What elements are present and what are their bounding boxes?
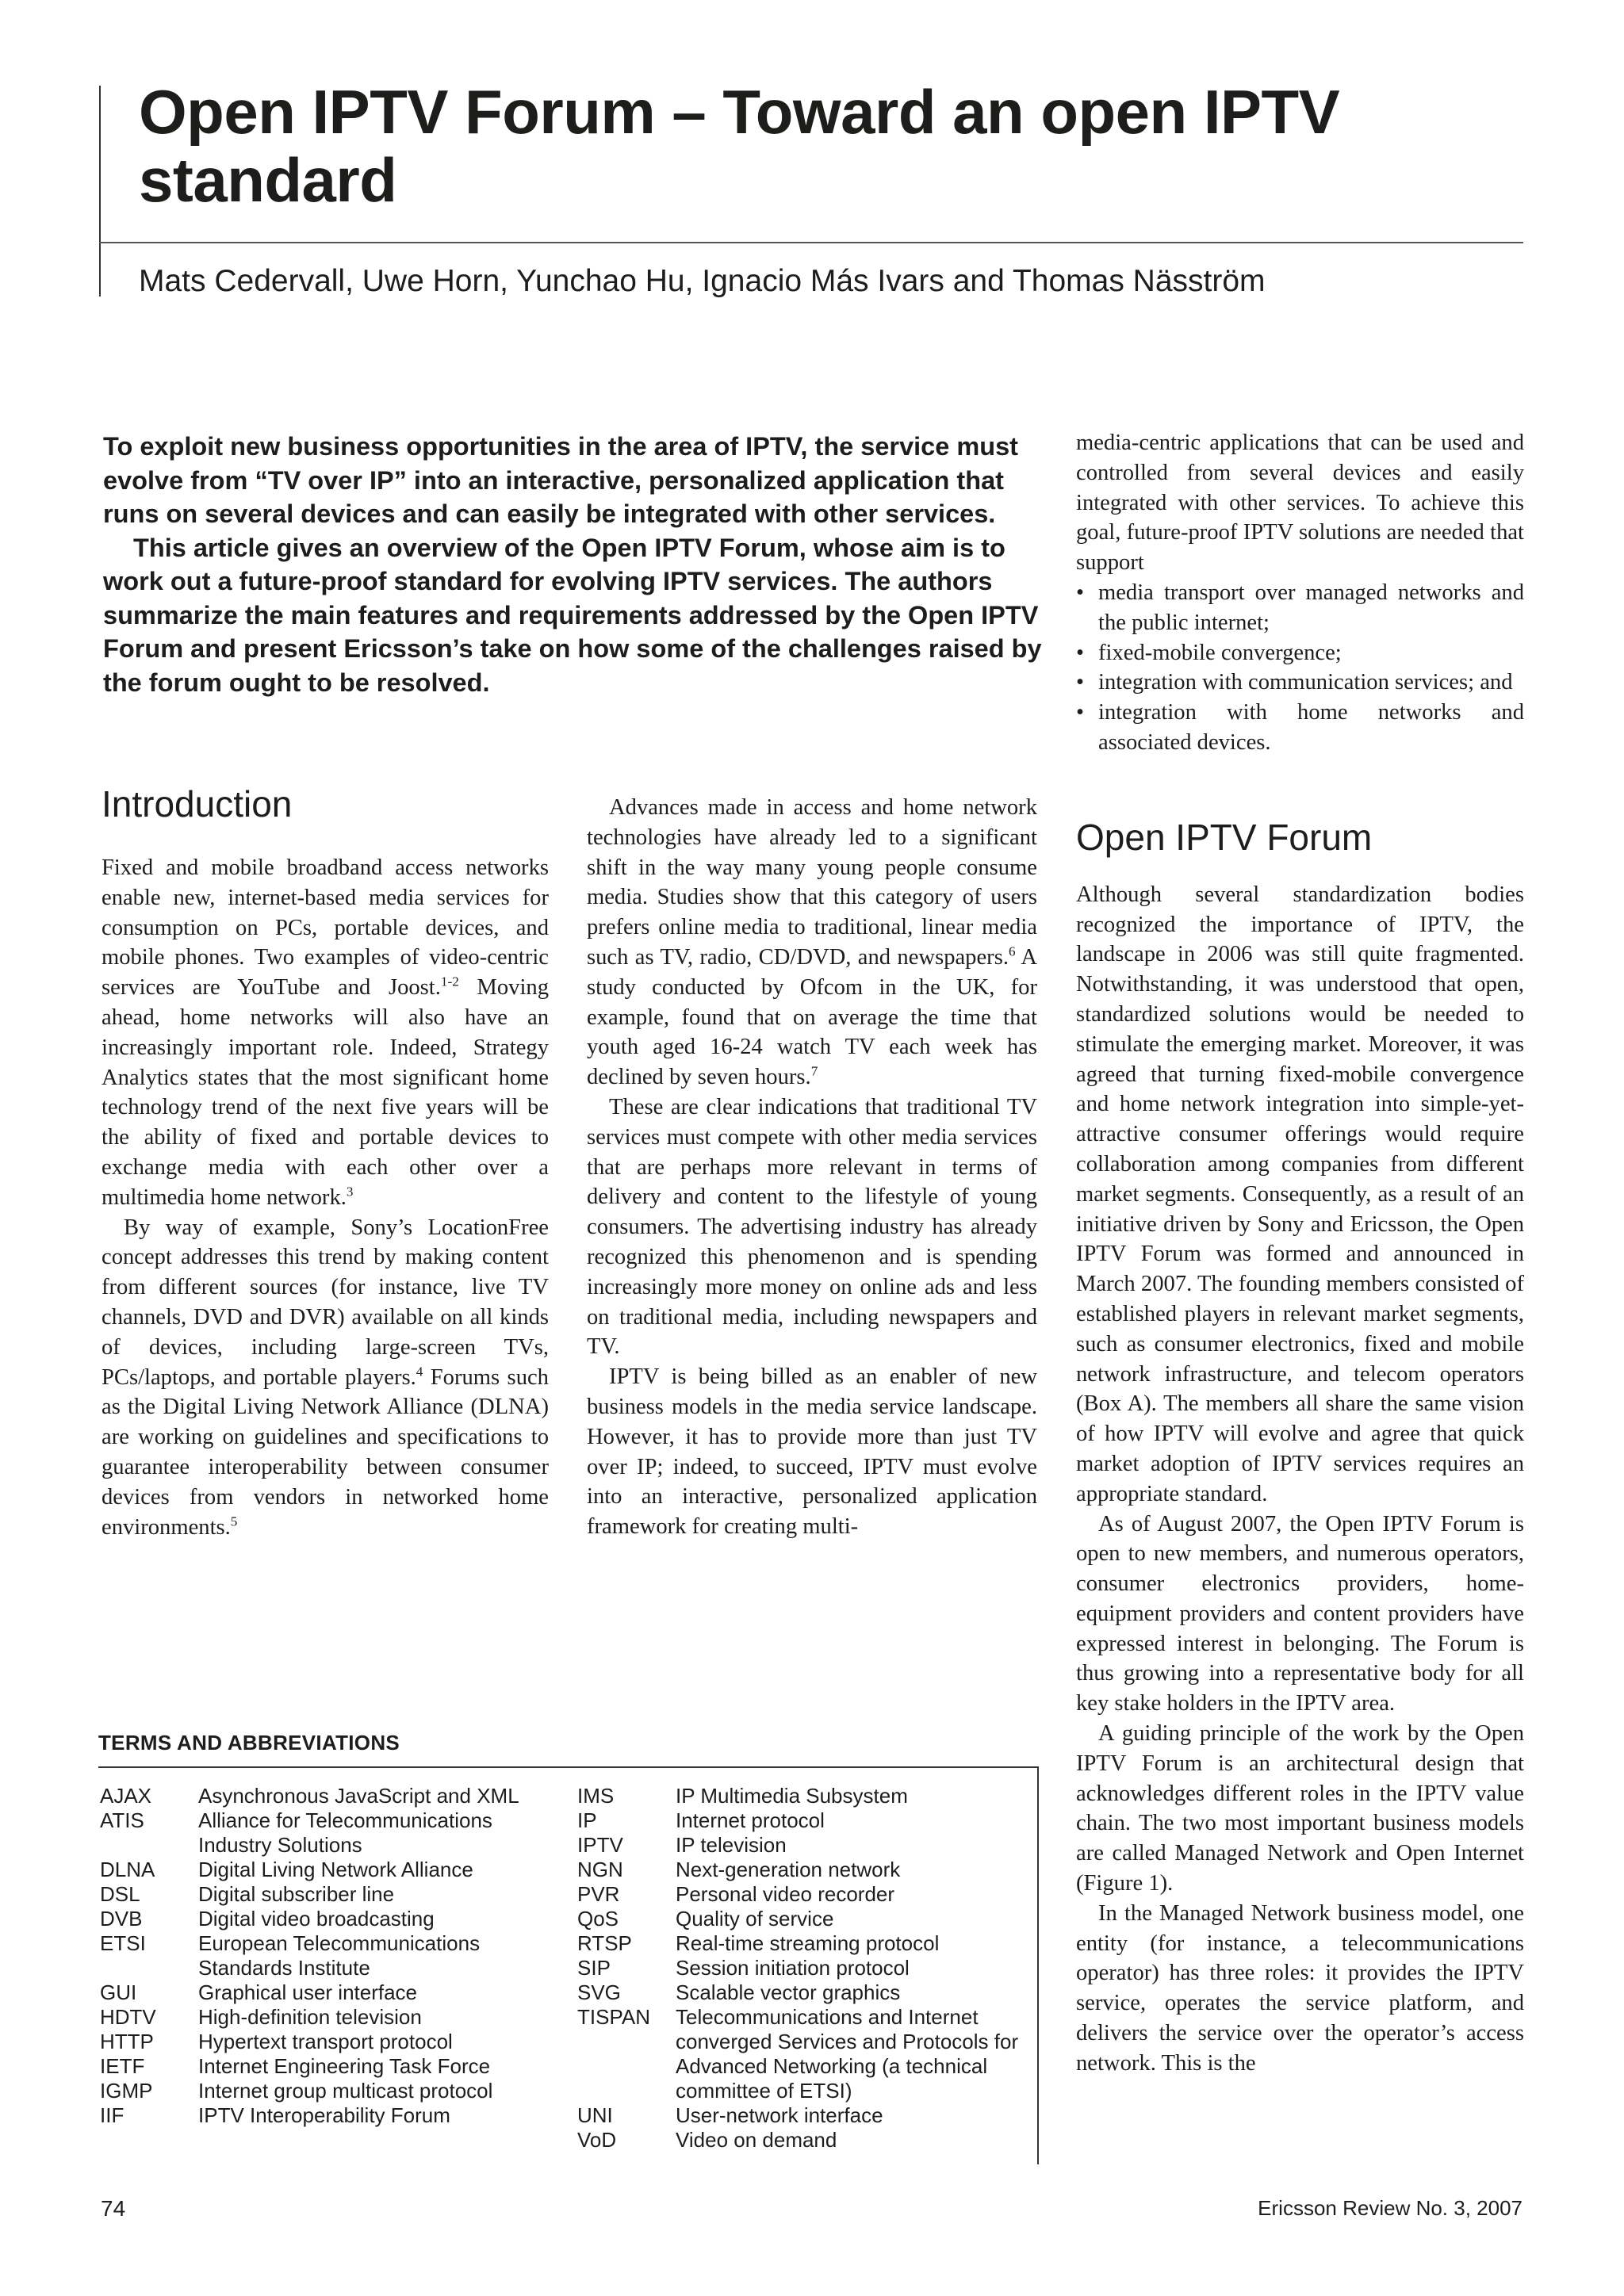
term-definition: Scalable vector graphics [676,1980,901,2004]
article-title: Open IPTV Forum – Toward an open IPTV standard [139,77,1340,215]
term-row [577,1980,1037,2005]
abstract [103,430,1047,699]
term-abbreviation: ETSI [100,1931,146,1955]
body-paragraph: A guiding principle of the work by the Open IPTV Forum is an architectural design that acknowledges different roles in the IPTV value chain. The two most important business models are called Managed Network and Open Internet (Figure 1). [1076,1721,1524,1896]
term-row [577,1907,1037,1931]
term-abbreviation: NGN [577,1858,623,1881]
bullet-icon: • [1076,700,1085,725]
terms-heading: TERMS AND ABBREVIATIONS [98,1731,400,1755]
term-row [100,1784,544,1808]
term-abbreviation: DVB [100,1907,143,1931]
term-definition: Real-time streaming protocol [676,1931,940,1955]
term-definition: Alliance for Telecommunications Industry Solutions [198,1808,492,1857]
term-row [100,2005,544,2030]
page-number: 74 [101,2196,126,2221]
term-definition: Asynchronous JavaScript and XML [198,1784,519,1808]
list-item: • integration with home networks and associated devices. [1076,698,1524,758]
term-abbreviation: IETF [100,2054,145,2078]
bullet-icon: • [1076,640,1085,665]
term-abbreviation: SVG [577,1980,621,2004]
body-paragraph: Advances made in access and home network technologies have already led to a significant shift in the way many young people consume media. Studies show that this category of users prefers online media to traditional, linear media such as TV, radio, CD/DVD, and newspapers.$^6$ A study conducted by Ofcom in the UK, for example, found that on average the time that youth aged 16-24 watch TV each week has declined by seven hours.$^7$ [587,795,1037,1090]
term-definition: Digital subscriber line [198,1882,395,1906]
list-item: • media transport over managed networks and the public internet; [1076,578,1524,638]
list-item: • fixed-mobile convergence; [1076,638,1524,668]
term-abbreviation: HTTP [100,2030,154,2053]
citation: 1-2 [440,974,459,989]
term-row [100,1980,544,2005]
list-item: • integration with communication services; and [1076,668,1524,698]
bullet-icon: • [1076,580,1085,605]
term-abbreviation: SIP [577,1956,611,1980]
term-abbreviation: IP [577,1808,597,1832]
body-paragraph: Fixed and mobile broadband access networks enable new, internet-based media services for consumption on PCs, portable devices, and mobile phones. Two examples of video-centric services are YouTube and Joost.$^{1-2}$ Moving ahead, home networks will also have an increasingly important role. Indeed, Strategy Analytics states that the most significant home technology trend of the next five years will be the ability of fixed and portable devices to exchange media with each other over a multimedia home network.$^3$ [102,855,549,1210]
term-row [577,1808,1037,1833]
term-row [577,1833,1037,1858]
introduction-heading: Introduction [102,783,293,825]
terms-column-right [577,1784,1037,2152]
term-abbreviation: AJAX [100,1784,152,1808]
term-definition: Internet group multicast protocol [198,2079,493,2103]
citation: 5 [230,1513,238,1529]
term-abbreviation: DSL [100,1882,140,1906]
term-row [100,2103,544,2128]
citation: 3 [346,1184,354,1200]
term-row [100,2054,544,2079]
term-abbreviation: IGMP [100,2079,153,2103]
term-abbreviation: IPTV [577,1833,623,1857]
term-row [577,1882,1037,1907]
body-column-1 [102,782,549,1542]
term-row [577,2005,1037,2103]
terms-right-rule [1037,1766,1039,2164]
term-definition: Graphical user interface [198,1980,418,2004]
term-abbreviation: ATIS [100,1808,144,1832]
abstract-paragraph: To exploit new business opportunities in the area of IPTV, the service must evolve from “TV over IP” into an interactive, personalized application that runs on several devices and can easily be integrated with other services. [103,432,1019,528]
term-definition: Digital Living Network Alliance [198,1858,473,1881]
term-row [577,1956,1037,1980]
term-abbreviation: QoS [577,1907,619,1931]
term-definition: Hypertext transport protocol [198,2030,453,2053]
author-list: Mats Cedervall, Uwe Horn, Yunchao Hu, Ignacio Más Ivars and Thomas Näsström [139,264,1266,298]
term-abbreviation: HDTV [100,2005,156,2029]
title-vertical-rule [99,86,101,297]
term-abbreviation: DLNA [100,1858,155,1881]
terms-column-left [100,1784,544,2128]
body-paragraph: IPTV is being billed as an enabler of new business models in the media service landscape. However, it has to provide more than just TV over IP; indeed, to succeed, IPTV must evolve into an interactive, personalized application framework for creating multi- [587,1364,1037,1540]
term-definition: Video on demand [676,2128,837,2152]
term-definition: IPTV Interoperability Forum [198,2103,450,2127]
bullet-icon: • [1076,670,1085,695]
term-row [577,2128,1037,2152]
title-horizontal-rule [99,242,1523,243]
body-column-3 [1076,428,1524,2079]
term-abbreviation: UNI [577,2103,613,2127]
term-definition: Quality of service [676,1907,834,1931]
citation: 6 [1008,943,1016,959]
term-abbreviation: IIF [100,2103,124,2127]
term-row [577,2103,1037,2128]
term-abbreviation: GUI [100,1980,137,2004]
term-definition: Telecommunications and Internet converged Services and Protocols for Advanced Networking (a technical committee of ETSI) [676,2005,1019,2103]
open-iptv-forum-heading: Open IPTV Forum [1076,816,1373,858]
term-row [100,1808,544,1858]
term-abbreviation: PVR [577,1882,620,1906]
term-abbreviation: TISPAN [577,2005,650,2029]
term-definition: High-definition television [198,2005,422,2029]
term-abbreviation: VoD [577,2128,617,2152]
body-paragraph: Although several standardization bodies recognized the importance of IPTV, the landscape in 2006 was still quite fragmented. Notwithstanding, it was understood that open, standardized solutions would be needed to stimulate the emerging market. Moreover, it was agreed that turning fixed-mobile convergence and home network integration into simple-yet-attractive consumer offerings would require collaboration among companies from different market segments. Consequently, as a result of an initiative driven by Sony and Ericsson, the Open IPTV Forum was formed and announced in March 2007. The founding members consisted of established players in relevant market segments, such as consumer electronics, fixed and mobile network infrastructure, and telecom operators (Box A). The members all share the same vision of how IPTV will evolve and agree that quick market adoption of IPTV services requires an appropriate standard. [1076,882,1524,1506]
body-column-2 [587,793,1037,1542]
term-row [100,2030,544,2054]
term-definition: Digital video broadcasting [198,1907,435,1931]
term-definition: IP television [676,1833,787,1857]
term-abbreviation: RTSP [577,1931,632,1955]
requirements-list [1076,578,1524,758]
abstract-paragraph: This article gives an overview of the Open IPTV Forum, whose aim is to work out a future-proof standard for evolving IPTV services. The authors summarize the main features and requirements addressed by the Open IPTV Forum and present Ericsson’s take on how some of the challenges raised by the forum ought to be resolved. [103,533,1042,697]
term-row [577,1931,1037,1956]
citation: 7 [810,1063,818,1079]
citation: 4 [416,1364,423,1380]
term-row [100,1907,544,1931]
body-paragraph: media-centric applications that can be used and controlled from several devices and easily integrated with other services. To achieve this goal, future-proof IPTV solutions are needed that support [1076,430,1524,576]
term-definition: Session initiation protocol [676,1956,910,1980]
term-row [577,1858,1037,1882]
term-definition: Next-generation network [676,1858,901,1881]
term-definition: Internet Engineering Task Force [198,2054,491,2078]
term-row [577,1784,1037,1808]
term-row [100,2079,544,2103]
body-paragraph: These are clear indications that traditional TV services must compete with other media services that are perhaps more relevant in terms of delivery and content to the lifestyle of young consumers. The advertising industry has already recognized this phenomenon and is spending increasingly more money on online ads and less on traditional media, including newspapers and TV. [587,1094,1037,1360]
term-row [100,1931,544,1980]
term-definition: User-network interface [676,2103,883,2127]
term-definition: Personal video recorder [676,1882,895,1906]
term-definition: IP Multimedia Subsystem [676,1784,908,1808]
term-abbreviation: IMS [577,1784,615,1808]
terms-top-rule [98,1766,1038,1768]
body-paragraph: In the Managed Network business model, one entity (for instance, a telecommunications operator) has three roles: it provides the IPTV service, operates the service platform, and delivers the service over the operator’s access network. This is the [1076,1900,1524,2076]
term-definition: European Telecommunications Standards Institute [198,1931,481,1980]
body-paragraph: As of August 2007, the Open IPTV Forum is open to new members, and numerous operators, consumer electronics providers, home-equipment providers and content providers have expressed interest in belonging. The Forum is thus growing into a representative body for all key stake holders in the IPTV area. [1076,1511,1524,1716]
term-definition: Internet protocol [676,1808,825,1832]
term-row [100,1882,544,1907]
body-paragraph: By way of example, Sony’s LocationFree concept addresses this trend by making content from different sources (for instance, live TV channels, DVD and DVR) available on all kinds of devices, including large-screen TVs, PCs/laptops, and portable players.$^4$ Forums such as the Digital Living Network Alliance (DLNA) are working on guidelines and specifications to guarantee interoperability between consumer devices from vendors in networked home environments.$^5$ [102,1215,549,1540]
journal-footer: Ericsson Review No. 3, 2007 [1258,2196,1522,2220]
term-row [100,1858,544,1882]
